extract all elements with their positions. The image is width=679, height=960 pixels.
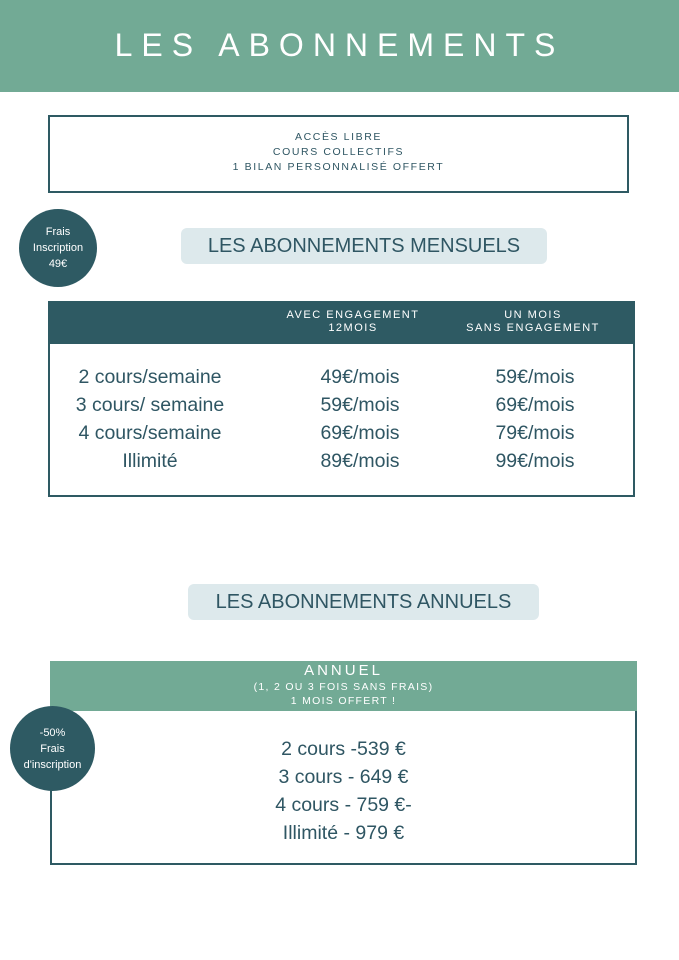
monthly-pricing-table [48, 301, 635, 497]
annual-header-payment: (1, 2 OU 3 FOIS SANS FRAIS) [253, 681, 434, 693]
table-row [50, 419, 633, 447]
discount-badge [10, 706, 95, 791]
annual-table-header [50, 661, 637, 711]
header-with-engagement [273, 309, 433, 335]
annual-price-list [52, 735, 635, 847]
monthly-section-title: LES ABONNEMENTS MENSUELS [181, 228, 547, 264]
feature-group-classes: COURS COLLECTIFS [272, 146, 405, 158]
header-with-engagement-line-1: AVEC ENGAGEMENT [286, 309, 420, 321]
feature-free-access: ACCÈS LIBRE [294, 131, 383, 143]
row-label: 3 cours/ semaine [75, 394, 225, 416]
row-label: 2 cours/semaine [78, 366, 222, 388]
page-header [0, 0, 679, 92]
feature-personal-assessment: 1 BILAN PERSONNALISÉ OFFERT [232, 161, 445, 173]
table-row [50, 391, 633, 419]
price-no-engagement: 69€/mois [495, 394, 575, 416]
price-no-engagement: 99€/mois [495, 450, 575, 472]
annual-header-title: ANNUEL [304, 662, 383, 679]
fee-badge-amount: 49€ [48, 258, 68, 270]
header-no-engagement-line-1: UN MOIS [504, 309, 562, 321]
price-no-engagement: 59€/mois [495, 366, 575, 388]
annual-section-title: LES ABONNEMENTS ANNUELS [188, 584, 539, 620]
header-with-engagement-line-2: 12MOIS [328, 322, 378, 334]
header-no-engagement-line-2: SANS ENGAGEMENT [466, 322, 600, 334]
annual-header-offer: 1 MOIS OFFERT ! [290, 695, 397, 707]
list-item: 3 cours - 649 € [278, 766, 409, 788]
page-title: LES ABONNEMENTS [114, 27, 565, 63]
header-no-engagement [448, 309, 618, 335]
discount-badge-percent: -50% [39, 726, 66, 739]
discount-badge-line-2: Frais [40, 742, 65, 755]
monthly-table-header [48, 301, 635, 344]
row-label: Illimité [122, 450, 178, 472]
price-with-engagement: 59€/mois [320, 394, 400, 416]
table-row [50, 447, 633, 475]
row-label: 4 cours/semaine [78, 422, 222, 444]
price-with-engagement: 49€/mois [320, 366, 400, 388]
registration-fee-badge [19, 209, 97, 287]
fee-badge-line-2: Inscription [32, 242, 84, 254]
list-item: 4 cours - 759 €- [275, 794, 412, 816]
fee-badge-line-1: Frais [45, 226, 71, 238]
included-features-box [48, 115, 629, 193]
list-item: 2 cours -539 € [281, 738, 406, 760]
list-item: Illimité - 979 € [282, 822, 405, 844]
discount-badge-line-3: d'inscription [23, 758, 82, 771]
price-with-engagement: 69€/mois [320, 422, 400, 444]
price-no-engagement: 79€/mois [495, 422, 575, 444]
price-with-engagement: 89€/mois [320, 450, 400, 472]
monthly-table-body [50, 363, 633, 475]
annual-pricing-table [50, 661, 637, 865]
table-row [50, 363, 633, 391]
